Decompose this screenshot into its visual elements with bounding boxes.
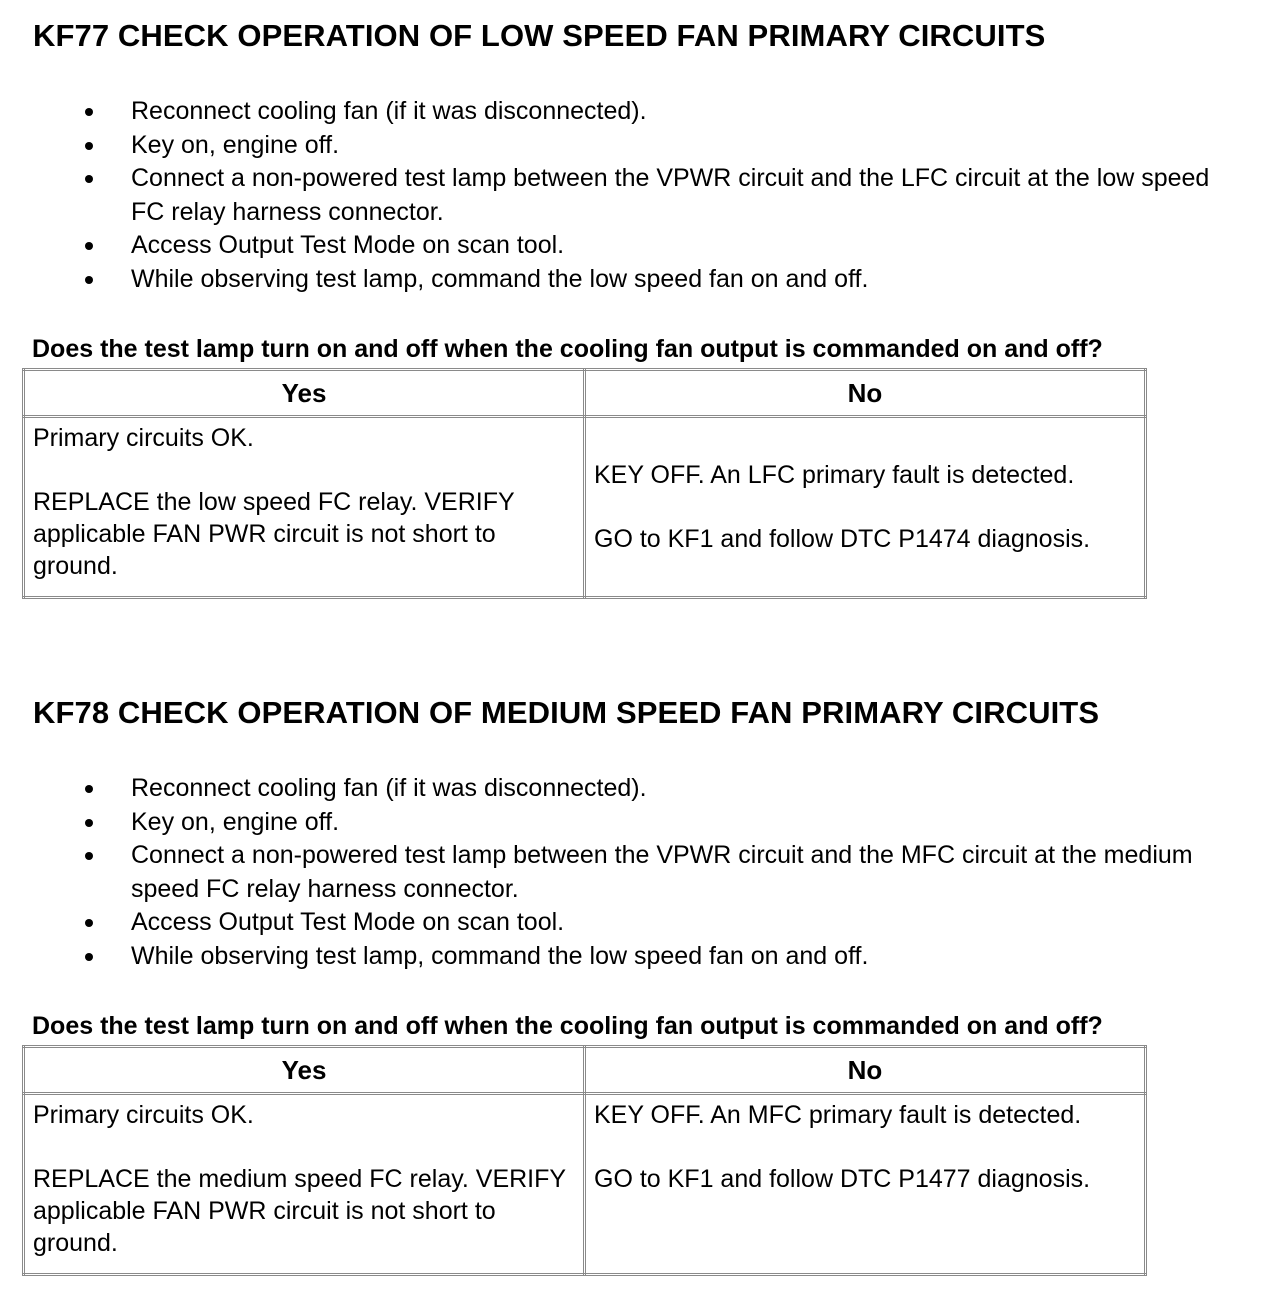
bullet-icon bbox=[85, 175, 93, 183]
bullet-icon bbox=[85, 108, 93, 116]
yes-header: Yes bbox=[24, 1047, 585, 1094]
no-header: No bbox=[585, 370, 1146, 417]
step-list bbox=[0, 772, 1280, 973]
decision-table bbox=[22, 1045, 1147, 1276]
table-header-row bbox=[24, 1047, 1146, 1094]
no-action-text: GO to KF1 and follow DTC P1474 diagnosis. bbox=[594, 525, 1091, 553]
bullet-icon bbox=[85, 919, 93, 927]
yes-cell bbox=[24, 1094, 585, 1275]
section-title: KF77 CHECK OPERATION OF LOW SPEED FAN PRIMARY CIRCUITS bbox=[33, 18, 1046, 53]
bullet-icon bbox=[85, 142, 93, 150]
decision-table bbox=[22, 368, 1147, 599]
no-cell bbox=[585, 417, 1146, 598]
table-header-row bbox=[24, 370, 1146, 417]
bullet-icon bbox=[85, 242, 93, 250]
no-header: No bbox=[585, 1047, 1146, 1094]
step-item: Reconnect cooling fan (if it was disconnected). bbox=[0, 772, 1280, 806]
table-row bbox=[24, 417, 1146, 598]
no-result-text: KEY OFF. An LFC primary fault is detected. bbox=[594, 461, 1075, 489]
yes-cell bbox=[24, 417, 585, 598]
bullet-icon bbox=[85, 276, 93, 284]
bullet-icon bbox=[85, 852, 93, 860]
no-result-text: KEY OFF. An MFC primary fault is detected. bbox=[594, 1101, 1082, 1129]
step-item: Key on, engine off. bbox=[0, 129, 1280, 163]
no-cell bbox=[585, 1094, 1146, 1275]
yes-result-text: Primary circuits OK. bbox=[33, 424, 254, 452]
step-item: Access Output Test Mode on scan tool. bbox=[0, 906, 1280, 940]
no-action-text: GO to KF1 and follow DTC P1477 diagnosis. bbox=[594, 1165, 1091, 1193]
bullet-icon bbox=[85, 953, 93, 961]
bullet-icon bbox=[85, 819, 93, 827]
step-item: Key on, engine off. bbox=[0, 806, 1280, 840]
bullet-icon bbox=[85, 785, 93, 793]
step-list bbox=[0, 95, 1280, 296]
yes-result-text: Primary circuits OK. bbox=[33, 1101, 254, 1129]
yes-header: Yes bbox=[24, 370, 585, 417]
table-row bbox=[24, 1094, 1146, 1275]
yes-action-text: REPLACE the low speed FC relay. VERIFY applicable FAN PWR circuit is not short to ground. bbox=[33, 488, 515, 580]
step-item: Connect a non-powered test lamp between the VPWR circuit and the LFC circuit at the low speed FC relay harness connector. bbox=[0, 162, 1280, 229]
step-item: While observing test lamp, command the low speed fan on and off. bbox=[0, 263, 1280, 297]
diagnostic-question: Does the test lamp turn on and off when the cooling fan output is commanded on and off? bbox=[32, 335, 1103, 363]
diagnostic-question: Does the test lamp turn on and off when the cooling fan output is commanded on and off? bbox=[32, 1012, 1103, 1040]
step-item: Reconnect cooling fan (if it was disconnected). bbox=[0, 95, 1280, 129]
step-item: Access Output Test Mode on scan tool. bbox=[0, 229, 1280, 263]
step-item: Connect a non-powered test lamp between the VPWR circuit and the MFC circuit at the medium speed FC relay harness connector. bbox=[0, 839, 1280, 906]
step-item: While observing test lamp, command the low speed fan on and off. bbox=[0, 940, 1280, 974]
yes-action-text: REPLACE the medium speed FC relay. VERIFY applicable FAN PWR circuit is not short to ground. bbox=[33, 1165, 566, 1257]
section-title: KF78 CHECK OPERATION OF MEDIUM SPEED FAN PRIMARY CIRCUITS bbox=[33, 695, 1100, 730]
